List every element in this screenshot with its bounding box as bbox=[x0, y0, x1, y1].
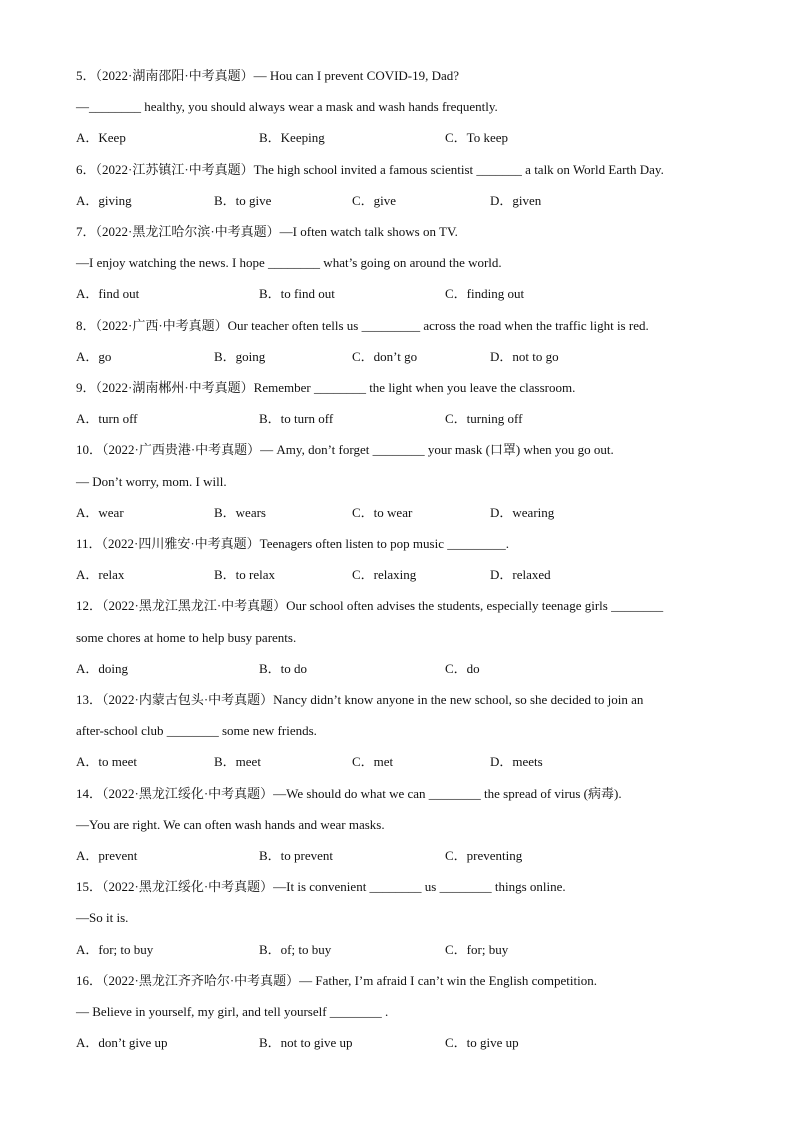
question-stem: 10．（2022·广西贵港·中考真题）— Amy, don’t forget ________ your mask (口罩) when you go out. bbox=[76, 442, 614, 458]
answer-option[interactable]: C．relaxing bbox=[352, 567, 417, 583]
answer-options bbox=[76, 752, 726, 772]
answer-options bbox=[76, 1033, 726, 1053]
answer-option[interactable]: A．prevent bbox=[76, 848, 138, 863]
question-stem-continued: — Don’t worry, mom. I will. bbox=[76, 473, 227, 489]
question-stem-continued: —________ healthy, you should always wear a mask and wash hands frequently. bbox=[76, 99, 498, 115]
answer-option[interactable]: A．for; to buy bbox=[76, 941, 154, 957]
answer-options bbox=[76, 128, 726, 148]
answer-option[interactable]: B．meet bbox=[214, 754, 261, 770]
answer-option[interactable]: C．To keep bbox=[445, 130, 508, 146]
answer-option[interactable]: C．don’t go bbox=[352, 348, 418, 364]
answer-options bbox=[76, 284, 726, 304]
answer-option[interactable]: B．to do bbox=[259, 660, 308, 676]
answer-option[interactable]: D．wearing bbox=[490, 504, 555, 520]
question-stem: 14．（2022·黑龙江绥化·中考真题）—We should do what we can ________ the spread of virus (病毒). bbox=[76, 785, 622, 801]
answer-option[interactable]: C．preventing bbox=[445, 848, 523, 863]
question-stem-continued: —You are right. We can often wash hands and wear masks. bbox=[76, 816, 385, 832]
answer-options bbox=[76, 191, 726, 211]
answer-option[interactable]: A．find out bbox=[76, 286, 140, 302]
answer-option[interactable]: C．turning off bbox=[445, 411, 523, 427]
answer-option[interactable]: B．going bbox=[214, 348, 266, 364]
answer-option[interactable]: D．relaxed bbox=[490, 567, 551, 583]
answer-option[interactable]: B．of; to buy bbox=[259, 941, 332, 957]
answer-options bbox=[76, 503, 726, 523]
answer-option[interactable]: D．given bbox=[490, 192, 542, 208]
answer-options bbox=[76, 659, 726, 679]
question-stem: 5．（2022·湖南邵阳·中考真题）— Hou can I prevent COVID-19, Dad? bbox=[76, 68, 460, 83]
answer-options bbox=[76, 940, 726, 960]
answer-option[interactable]: C．for; buy bbox=[445, 941, 509, 957]
answer-options bbox=[76, 409, 726, 429]
answer-options bbox=[76, 846, 726, 866]
answer-option[interactable]: A．Keep bbox=[76, 130, 126, 146]
question-stem-continued: —I enjoy watching the news. I hope ________ what’s going on around the world. bbox=[76, 255, 502, 271]
question-stem: 12．（2022·黑龙江黑龙江·中考真题）Our school often advises the students, especially teenage girls ________ bbox=[76, 598, 664, 614]
question-stem-continued: —So it is. bbox=[76, 910, 129, 926]
answer-options bbox=[76, 347, 726, 367]
question-stem: 13．（2022·内蒙古包头·中考真题）Nancy didn’t know anyone in the new school, so she decided to join an bbox=[76, 692, 644, 707]
question-stem: 7．（2022·黑龙江哈尔滨·中考真题）—I often watch talk shows on TV. bbox=[76, 224, 458, 239]
answer-option[interactable]: B．wears bbox=[214, 504, 266, 520]
answer-option[interactable]: C．do bbox=[445, 660, 480, 676]
answer-option[interactable]: A．relax bbox=[76, 567, 125, 583]
answer-option[interactable]: C．give bbox=[352, 192, 397, 208]
question-stem-continued: after-school club ________ some new friends. bbox=[76, 723, 317, 739]
answer-option[interactable]: A．don’t give up bbox=[76, 1035, 168, 1051]
answer-option[interactable]: C．to give up bbox=[445, 1035, 519, 1051]
answer-option[interactable]: B．to find out bbox=[259, 286, 335, 302]
question-stem-continued: — Believe in yourself, my girl, and tell yourself ________ . bbox=[76, 1004, 389, 1019]
answer-option[interactable]: A．turn off bbox=[76, 411, 138, 427]
answer-options bbox=[76, 565, 726, 585]
answer-option[interactable]: A．go bbox=[76, 348, 112, 364]
question-stem: 6．（2022·江苏镇江·中考真题）The high school invited a famous scientist _______ a talk on World Earth Day. bbox=[76, 161, 664, 177]
question-stem-continued: some chores at home to help busy parents. bbox=[76, 629, 297, 645]
answer-option[interactable]: B．to relax bbox=[214, 567, 276, 583]
answer-option[interactable]: A．wear bbox=[76, 504, 124, 520]
answer-option[interactable]: D．meets bbox=[490, 754, 543, 770]
answer-option[interactable]: B．to turn off bbox=[259, 411, 334, 427]
question-stem: 8．（2022·广西·中考真题）Our teacher often tells us _________ across the road when the traffic light is red. bbox=[76, 317, 649, 333]
answer-option[interactable]: A．giving bbox=[76, 192, 132, 208]
question-stem: 11．（2022·四川雅安·中考真题）Teenagers often listen to pop music _________. bbox=[76, 536, 509, 551]
answer-option[interactable]: B．to give bbox=[214, 192, 272, 208]
answer-option[interactable]: A．doing bbox=[76, 660, 129, 676]
answer-option[interactable]: B．to prevent bbox=[259, 848, 334, 863]
answer-option[interactable]: B．not to give up bbox=[259, 1035, 353, 1051]
answer-option[interactable]: A．to meet bbox=[76, 754, 138, 770]
answer-option[interactable]: B．Keeping bbox=[259, 130, 325, 146]
question-stem: 16．（2022·黑龙江齐齐哈尔·中考真题）— Father, I’m afraid I can’t win the English competition. bbox=[76, 972, 597, 988]
answer-option[interactable]: C．met bbox=[352, 754, 394, 770]
answer-option[interactable]: C．to wear bbox=[352, 504, 413, 520]
answer-option[interactable]: D．not to go bbox=[490, 348, 559, 364]
question-stem: 9．（2022·湖南郴州·中考真题）Remember ________ the light when you leave the classroom. bbox=[76, 380, 576, 395]
question-stem: 15．（2022·黑龙江绥化·中考真题）—It is convenient ________ us ________ things online. bbox=[76, 879, 566, 895]
answer-option[interactable]: C．finding out bbox=[445, 286, 525, 302]
